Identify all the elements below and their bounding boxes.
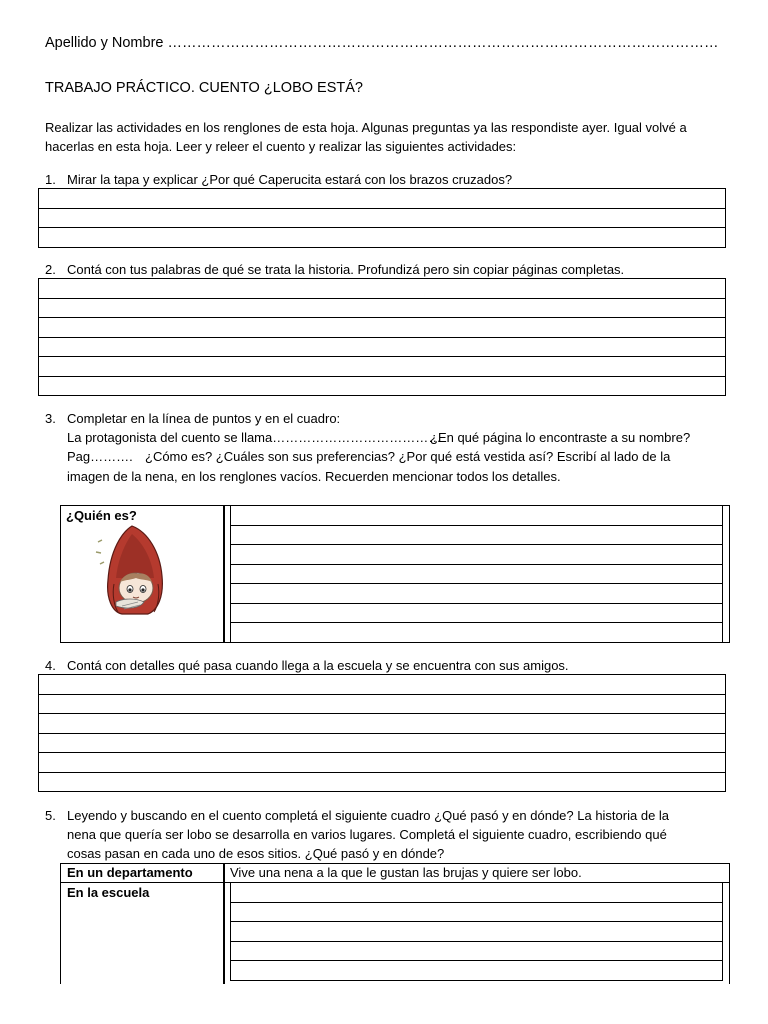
name-field-label: Apellido y Nombre …………………………………………………………………………………………………… <box>45 35 719 51</box>
q3-line-3a: Pag………. <box>67 449 133 464</box>
q3-answer-lines <box>230 505 723 643</box>
q1-number: 1. <box>45 172 56 187</box>
q5-number: 5. <box>45 808 56 823</box>
answer-line[interactable] <box>231 545 723 565</box>
answer-line[interactable] <box>231 961 723 981</box>
q5-line-1: Leyendo y buscando en el cuento completá el siguiente cuadro ¿Qué pasó y en dónde? La historia de la <box>67 808 670 823</box>
q2-number: 2. <box>45 262 56 277</box>
q1-answer-lines <box>38 188 726 248</box>
answer-line[interactable] <box>39 376 726 396</box>
place-school-label: En la escuela <box>67 885 150 900</box>
answer-line[interactable] <box>39 318 726 338</box>
answer-line[interactable] <box>231 902 723 922</box>
who-is-label: ¿Quién es? <box>66 508 137 523</box>
red-riding-hood-illustration <box>92 522 174 616</box>
answer-line[interactable] <box>39 694 726 714</box>
event-department-text: Vive una nena a la que le gustan las brujas y quiere ser lobo. <box>230 865 582 880</box>
q4-number: 4. <box>45 658 56 673</box>
place-department-label: En un departamento <box>67 865 193 880</box>
q5-line-3: cosas pasan en cada uno de esos sitios. ¿Qué pasó y en dónde? <box>67 846 445 861</box>
answer-line[interactable] <box>231 941 723 961</box>
answer-line[interactable] <box>231 564 723 584</box>
q5-answer-lines <box>230 882 723 981</box>
answer-line[interactable] <box>39 279 726 299</box>
q3-line-2a: La protagonista del cuento se llama………………………………… <box>67 430 442 445</box>
q3-line-4: imagen de la nena, en los renglones vacíos. Recuerden mencionar todos los detalles. <box>67 469 561 484</box>
intro-line-1: Realizar las actividades en los renglones de esta hoja. Algunas preguntas ya las respondiste ayer. Igual volvé a <box>45 120 687 135</box>
q4-answer-lines <box>38 674 726 792</box>
page-title: TRABAJO PRÁCTICO. CUENTO ¿LOBO ESTÁ? <box>45 80 363 96</box>
answer-line[interactable] <box>39 228 726 248</box>
answer-line[interactable] <box>39 298 726 318</box>
q2-text: Contá con tus palabras de qué se trata la historia. Profundizá pero sin copiar páginas completas. <box>67 262 625 277</box>
answer-line[interactable] <box>39 753 726 773</box>
answer-line[interactable] <box>231 584 723 604</box>
q3-number: 3. <box>45 411 56 426</box>
answer-line[interactable] <box>231 883 723 903</box>
q5-line-2: nena que quería ser lobo se desarrolla en varios lugares. Completá el siguiente cuadro, escribiendo qué <box>67 827 667 842</box>
answer-line[interactable] <box>39 714 726 734</box>
answer-line[interactable] <box>39 675 726 695</box>
answer-line[interactable] <box>231 603 723 623</box>
answer-line[interactable] <box>231 623 723 643</box>
q1-text: Mirar la tapa y explicar ¿Por qué Caperucita estará con los brazos cruzados? <box>67 172 513 187</box>
intro-line-2: hacerlas en esta hoja. Leer y releer el cuento y realizar las siguientes actividades: <box>45 139 517 154</box>
answer-line[interactable] <box>231 922 723 942</box>
q3-line-1: Completar en la línea de puntos y en el cuadro: <box>67 411 341 426</box>
answer-line[interactable] <box>231 525 723 545</box>
answer-line[interactable] <box>39 337 726 357</box>
answer-line[interactable] <box>39 189 726 209</box>
answer-line[interactable] <box>39 208 726 228</box>
answer-line[interactable] <box>39 357 726 377</box>
q4-text: Contá con detalles qué pasa cuando llega a la escuela y se encuentra con sus amigos. <box>67 658 569 673</box>
answer-line[interactable] <box>39 733 726 753</box>
answer-line[interactable] <box>231 506 723 526</box>
q3-line-3b: ¿Cómo es? ¿Cuáles son sus preferencias? ¿Por qué está vestida así? Escribí al lado de la <box>145 449 671 464</box>
q2-answer-lines <box>38 278 726 396</box>
q3-line-2b: ¿En qué página lo encontraste a su nombre? <box>430 430 691 445</box>
answer-line[interactable] <box>39 772 726 792</box>
